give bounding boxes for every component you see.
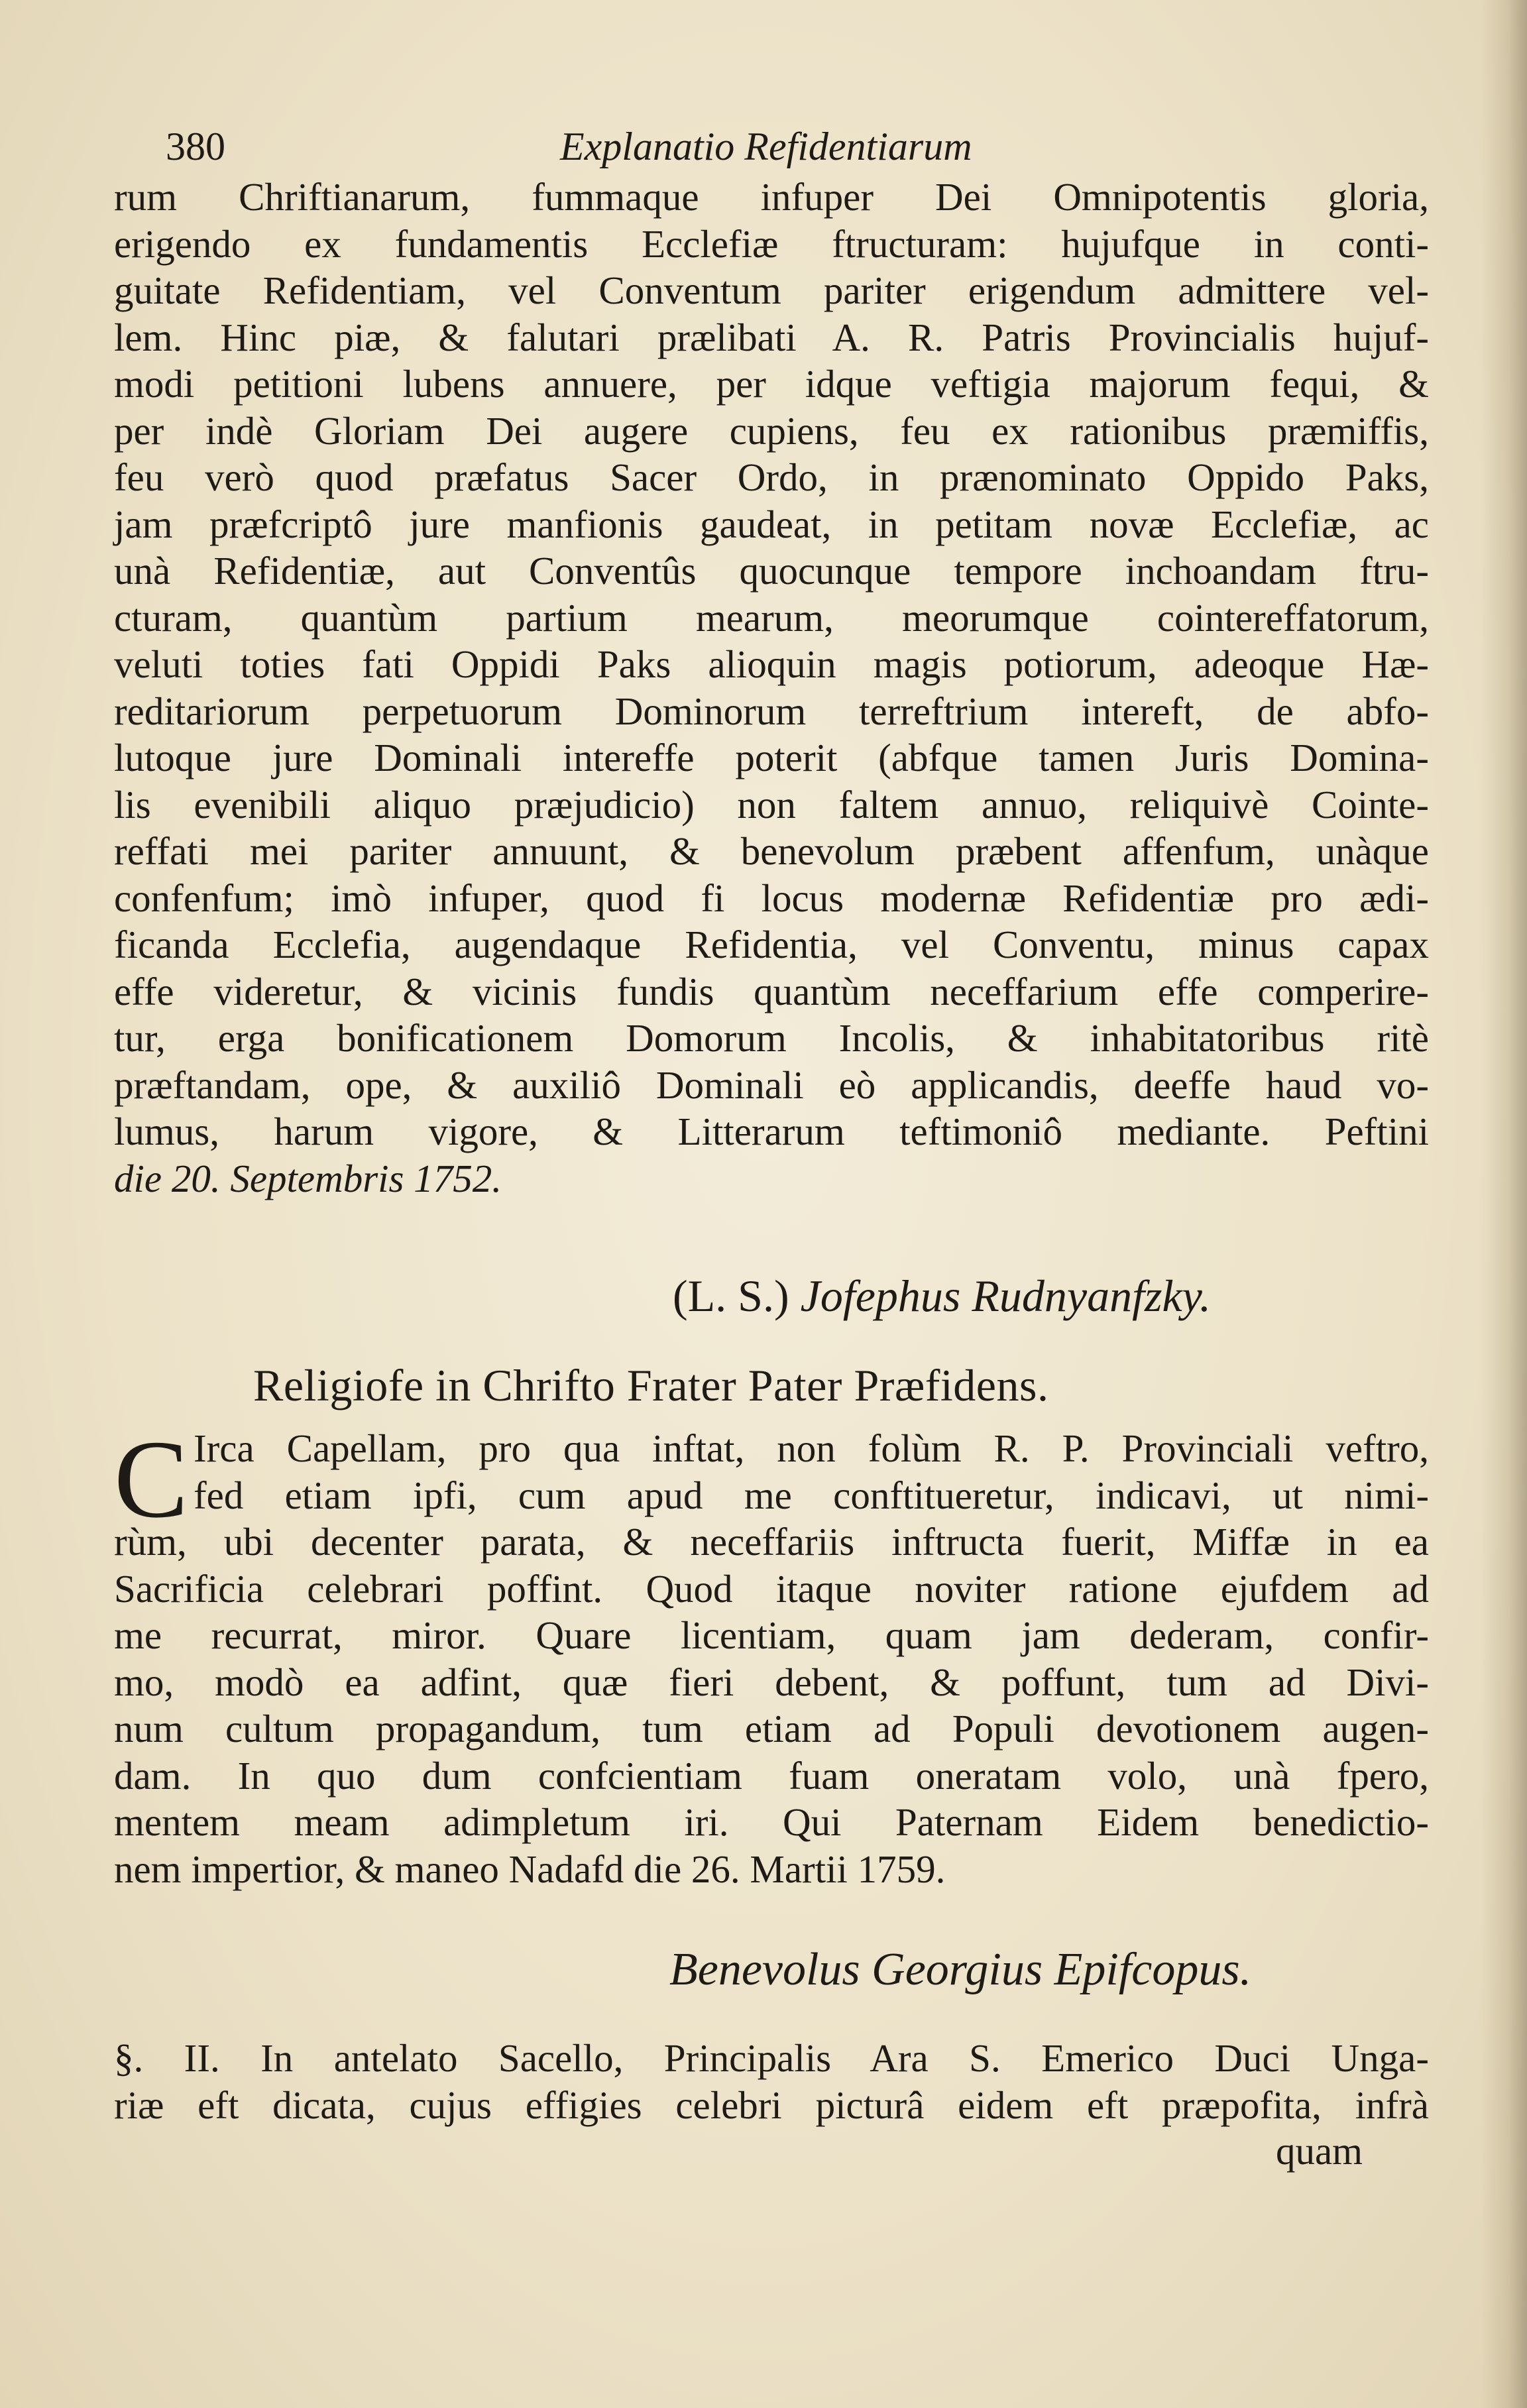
text-line: cturam, quantùm partium mearum, meorumque cointereffatorum, (114, 595, 1429, 640)
text-line: modi petitioni lubens annuere, per idque veftigia majorum fequi, & (114, 362, 1429, 406)
text-line: fed etiam ipfi, cum apud me conftitueretur, indicavi, ut nimi- (194, 1473, 1429, 1517)
text-line: rùm, ubi decenter parata, & neceffariis inftructa fuerit, Miffæ in ea (114, 1520, 1429, 1564)
text-line: guitate Refidentiam, vel Conventum pariter erigendum admittere vel- (114, 268, 1429, 312)
text-line: me recurrat, miror. Quare licentiam, quam jam dederam, confir- (114, 1613, 1429, 1657)
drop-cap: C (114, 1418, 189, 1541)
text-line: veluti toties fati Oppidi Paks alioquin magis potiorum, adeoque Hæ- (114, 642, 1429, 686)
paragraph-petition (114, 174, 1429, 1202)
text-line: riæ eft dicata, cujus effigies celebri picturâ eidem eft præpofita, infrà (114, 2083, 1429, 2127)
text-line: Irca Capellam, pro qua inftat, non folùm R. P. Provinciali veftro, (194, 1426, 1429, 1470)
text-line: confenfum; imò infuper, quod fi locus modernæ Refidentiæ pro ædi- (114, 876, 1429, 920)
catchword: quam (1276, 2129, 1363, 2173)
text-line: §. II. In antelato Sacello, Principalis Ara S. Emerico Duci Unga- (114, 2036, 1429, 2080)
text-line: tur, erga bonificationem Domorum Incolis, & inhabitatoribus ritè (114, 1016, 1429, 1060)
paragraph-bishop-letter (114, 1418, 1429, 1892)
page-header (166, 123, 1429, 170)
text-line: unà Refidentiæ, aut Conventûs quocunque tempore inchoandam ftru- (114, 549, 1429, 593)
text-line: mo, modò ea adfint, quæ fieri debent, & poffunt, tum ad Divi- (114, 1660, 1429, 1704)
text-line: lumus, harum vigore, & Litterarum teftimoniô mediante. Peftini (114, 1110, 1429, 1153)
date-text: die 20. Septembris 1752. (114, 1156, 502, 1200)
text-line: nem impertior, & maneo Nadafd die 26. Martii 1759. (114, 1847, 946, 1891)
text-line: præftandam, ope, & auxiliô Dominali eò applicandis, deeffe haud vo- (114, 1062, 1429, 1107)
text-line: reditariorum perpetuorum Dominorum terreftrium intereft, de abfo- (114, 689, 1429, 733)
text-line: jam præfcriptô jure manfionis gaudeat, in petitam novæ Ecclefiæ, ac (114, 502, 1429, 546)
text-line: lutoque jure Dominali intereffe poterit (abfque tamen Juris Domina- (114, 736, 1429, 779)
text-line: Sacrificia celebrari poffint. Quod itaque noviter ratione ejufdem ad (114, 1566, 1429, 1611)
text-line: lis evenibili aliquo præjudicio) non faltem annuo, reliquivè Cointe- (114, 782, 1429, 827)
page-edge-shadow (1481, 0, 1527, 2408)
text-line-date (114, 1155, 1429, 1202)
text-line: effe videretur, & vicinis fundis quantùm neceffarium effe comperire- (114, 969, 1429, 1013)
seal-mark: (L. S.) (673, 1271, 789, 1321)
signature-bishop: Benevolus Georgius Epifcopus. (669, 1944, 1252, 1995)
signature-rudnyanszky (673, 1269, 1211, 1322)
text-line: ficanda Ecclefia, augendaque Refidentia, vel Conventu, minus capax (114, 923, 1429, 966)
text-line: reffati mei pariter annuunt, & benevolum præbent affenfum, unàque (114, 829, 1429, 873)
page-number: 380 (166, 125, 225, 168)
text-line: per indè Gloriam Dei augere cupiens, feu ex rationibus præmiffis, (114, 408, 1429, 453)
paragraph-section-ii (114, 2035, 1429, 2128)
signatory-name: Jofephus Rudnyanfzky. (800, 1271, 1212, 1321)
text-line: mentem meam adimpletum iri. Qui Paternam Eidem benedictio- (114, 1800, 1429, 1844)
text-line: lem. Hinc piæ, & falutari prælibati A. R. Patris Provincialis hujuf- (114, 315, 1429, 359)
text-line: feu verò quod præfatus Sacer Ordo, in prænominato Oppido Paks, (114, 455, 1429, 499)
text-line: rum Chriftianarum, fummaque infuper Dei Omnipotentis gloria, (114, 175, 1429, 219)
running-title: Explanatio Refidentiarum (560, 125, 972, 168)
salutation-heading: Religiofe in Chrifto Frater Pater Præfidens. (253, 1360, 1049, 1410)
text-line: num cultum propagandum, tum etiam ad Populi devotionem augen- (114, 1707, 1429, 1750)
text-line: erigendo ex fundamentis Ecclefiæ ftructuram: hujufque in conti- (114, 221, 1429, 266)
text-line: dam. In quo dum confcientiam fuam oneratam volo, unà fpero, (114, 1753, 1429, 1798)
